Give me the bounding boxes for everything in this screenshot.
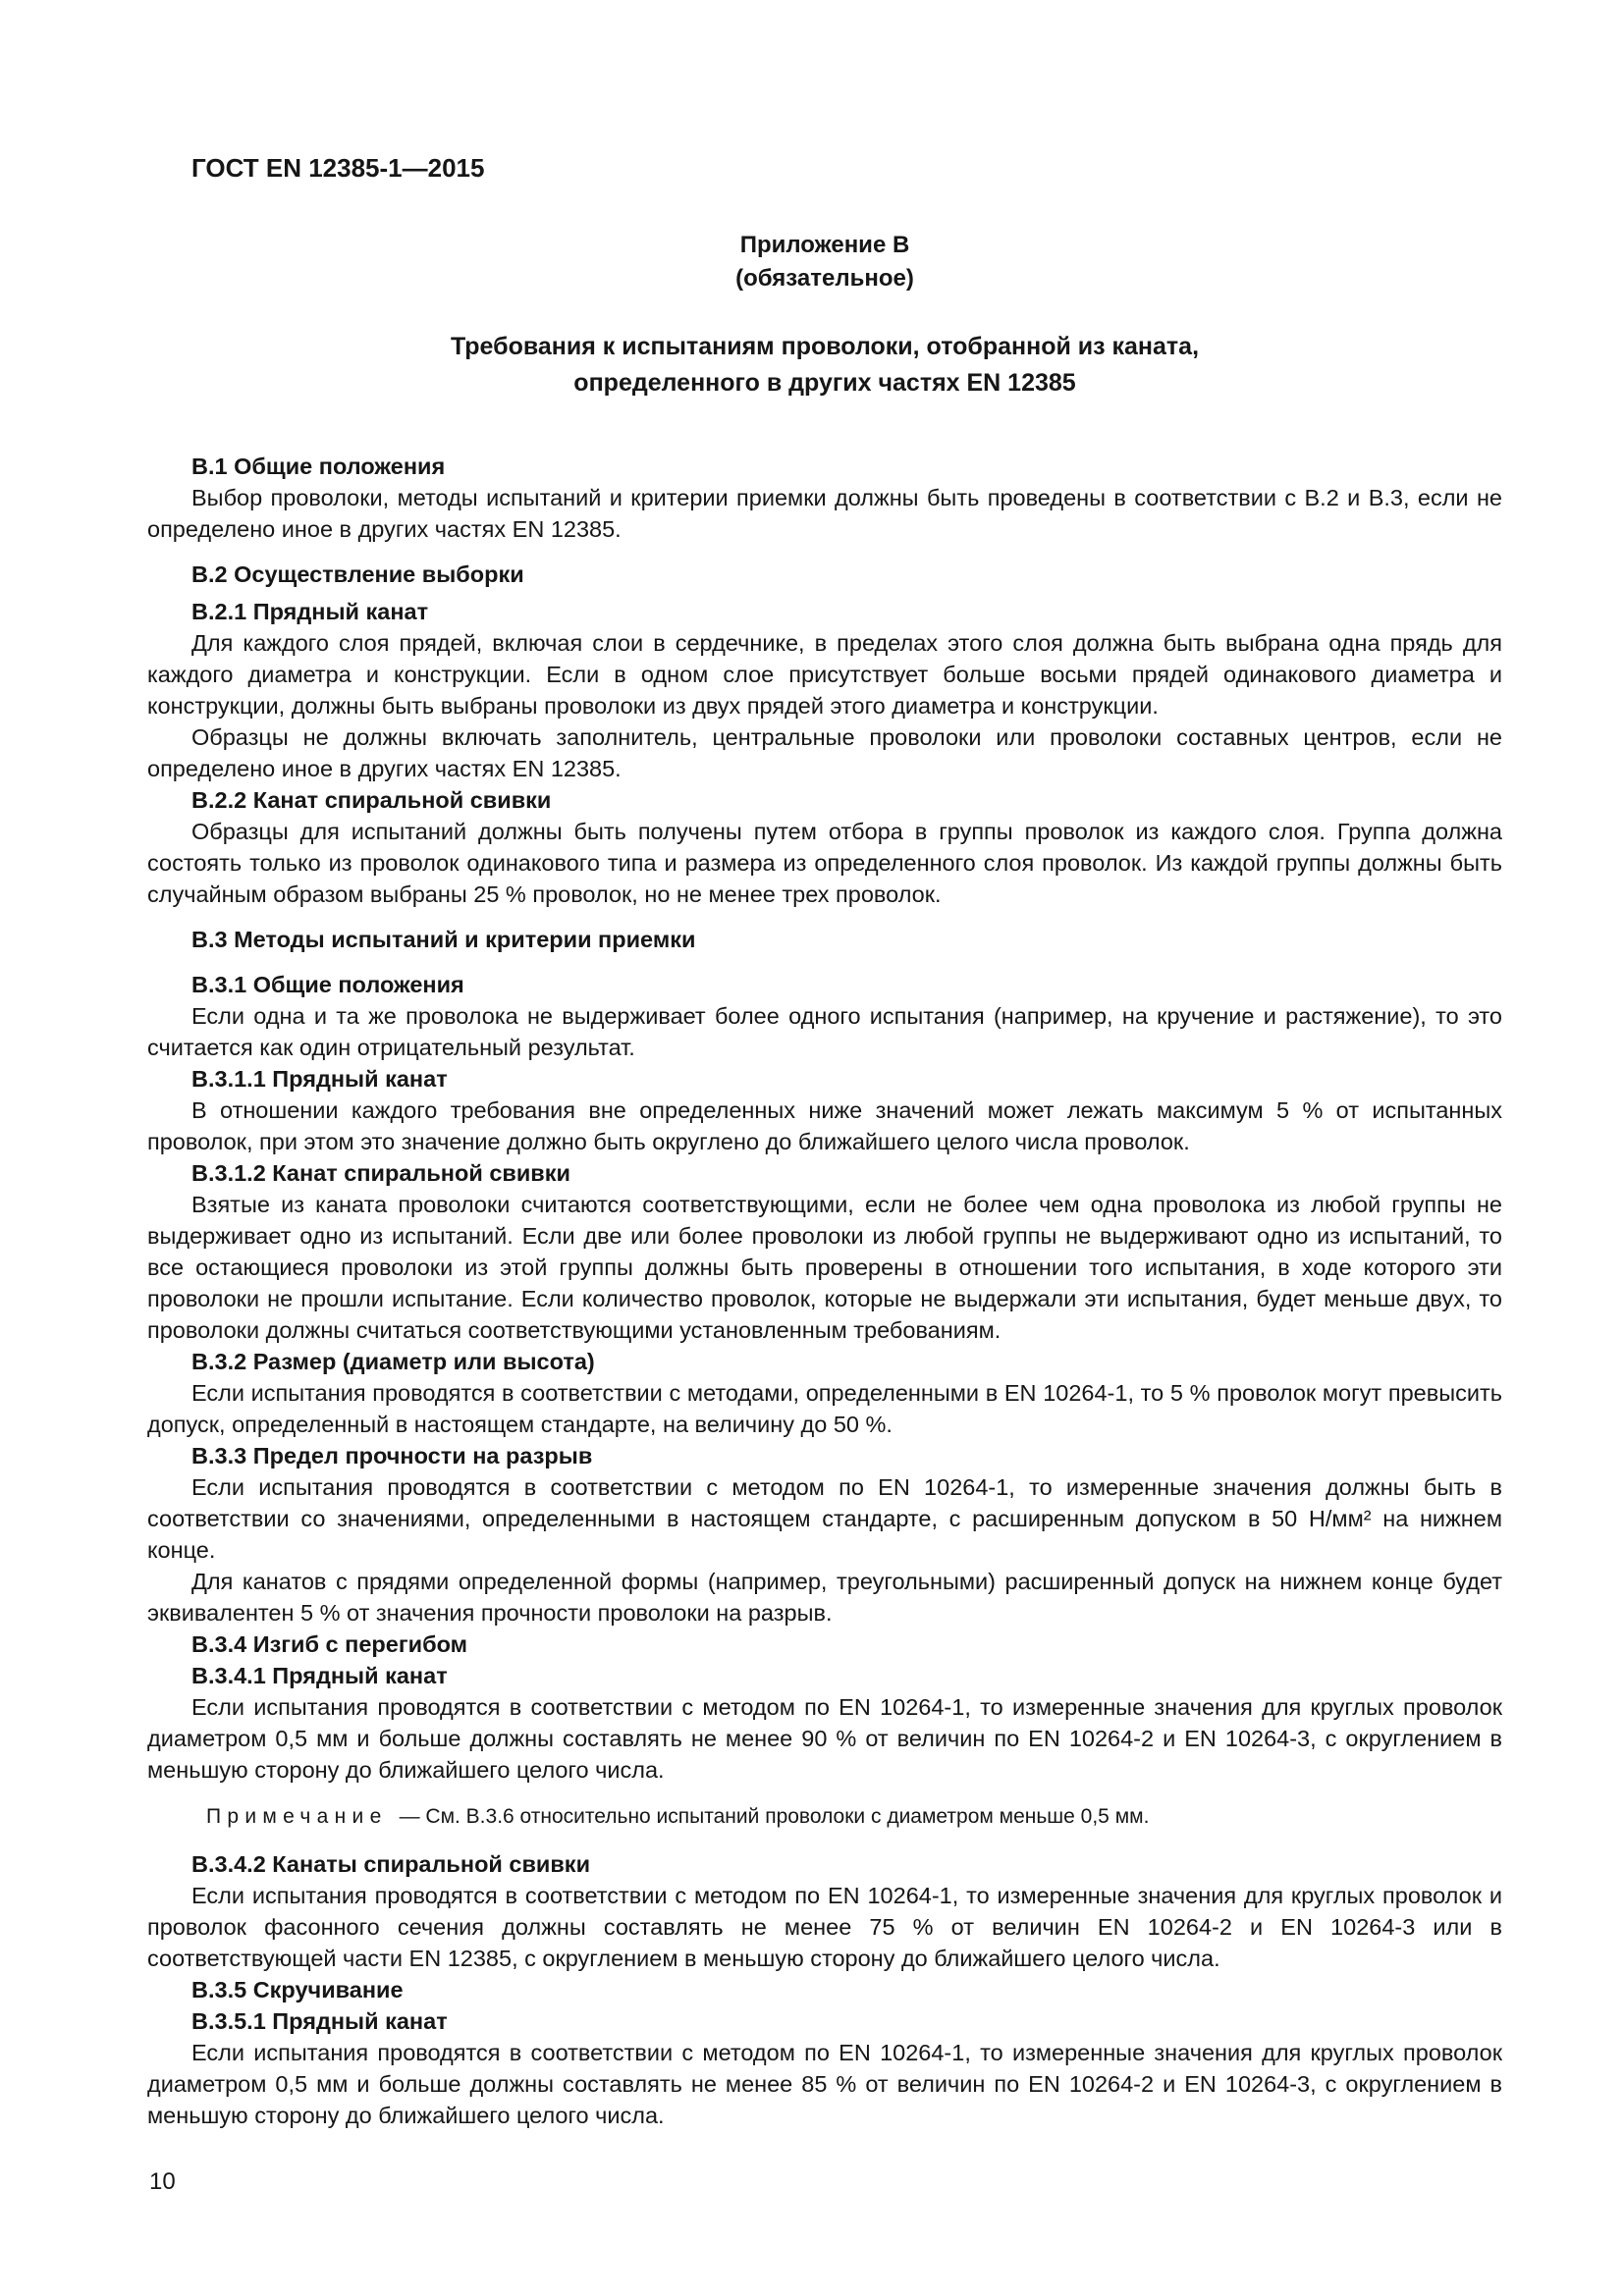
section-heading: В.2.2 Канат спиральной свивки bbox=[191, 787, 552, 813]
paragraph: Образцы не должны включать заполнитель, центральные проволоки или проволоки составных центров, если не определено иное в других частях EN 12385. bbox=[147, 724, 1502, 781]
paragraph: Если испытания проводятся в соответствии с методом по EN 10264-1, то измеренные значения для круглых проволок и проволок фасонного сечения должны составлять не менее 75 % от величин EN 10264-2 и EN 10264-3 или в соответствующей части EN 12385, с округлением в меньшую сторону до ближайшего целого числа. bbox=[147, 1883, 1502, 1971]
section-heading: В.3.5.1 Прядный канат bbox=[191, 2008, 448, 2034]
appendix-label: Приложение В bbox=[739, 232, 910, 258]
section-heading: В.2 Осуществление выборки bbox=[191, 561, 524, 587]
appendix-title bbox=[147, 329, 1502, 401]
page-number: 10 bbox=[149, 2168, 176, 2195]
section-heading: В.3.4 Изгиб с перегибом bbox=[191, 1631, 468, 1657]
section-heading: В.3.3 Предел прочности на разрыв bbox=[191, 1443, 593, 1468]
paragraph: Если одна и та же проволока не выдерживает более одного испытания (например, на кручение и растяжение), то это считается как один отрицательный результат. bbox=[147, 1003, 1502, 1060]
section-heading: В.3.5 Скручивание bbox=[191, 1977, 404, 2002]
section-heading: В.3.2 Размер (диаметр или высота) bbox=[191, 1349, 595, 1374]
paragraph: Для каждого слоя прядей, включая слои в сердечнике, в пределах этого слоя должна быть выбрана одна прядь для каждого диаметра и конструкции. Если в одном слое присутствует больше восьми прядей одинакового диаметра и конструкции, должны быть выбраны проволоки из двух прядей этого диаметра и конструкции. bbox=[147, 630, 1502, 719]
paragraph: Для канатов с прядями определенной формы (например, треугольными) расширенный допуск на нижнем конце будет эквивалентен 5 % от значения прочности проволоки на разрыв. bbox=[147, 1569, 1502, 1626]
section-heading: В.3.1 Общие положения bbox=[191, 972, 464, 997]
note-label: Примечание bbox=[206, 1805, 388, 1828]
section-heading: В.3.4.1 Прядный канат bbox=[191, 1663, 448, 1688]
section-heading: В.1 Общие положения bbox=[191, 454, 446, 479]
section-heading: В.3.4.2 Канаты спиральной свивки bbox=[191, 1851, 591, 1877]
paragraph: Взятые из каната проволоки считаются соответствующими, если не более чем одна проволока из любой группы не выдерживает одно из испытаний. Если две или более проволоки из любой группы не выдерживают одно из испытаний, то все остающиеся проволоки из этой группы должны быть проверены в отношении того испытания, в ходе которого эти проволоки не прошли испытание. Если количество проволок, которые не выдержали эти испытания, будет меньше двух, то проволоки должны считаться соответствующими установленным требованиям. bbox=[147, 1192, 1502, 1343]
note: Примечание — См. В.3.6 относительно испытаний проволоки с диаметром меньше 0,5 мм. bbox=[206, 1805, 1150, 1828]
standard-designation: ГОСТ EN 12385-1—2015 bbox=[191, 153, 485, 183]
content-area bbox=[147, 451, 1502, 2131]
section-heading: В.3 Методы испытаний и критерии приемки bbox=[191, 927, 696, 952]
paragraph: Образцы для испытаний должны быть получены путем отбора в группы проволок из каждого слоя. Группа должна состоять только из проволок одинакового типа и размера из определенного слоя проволок. Из каждой группы должны быть случайным образом выбраны 25 % проволок, но не менее трех проволок. bbox=[147, 819, 1502, 907]
paragraph: Выбор проволоки, методы испытаний и критерии приемки должны быть проведены в соответствии с В.2 и В.3, если не определено иное в других частях EN 12385. bbox=[147, 485, 1502, 542]
section-heading: В.2.1 Прядный канат bbox=[191, 599, 429, 624]
paragraph: Если испытания проводятся в соответствии с методами, определенными в EN 10264-1, то 5 % проволок могут превысить допуск, определенный в настоящем стандарте, на величину до 50 %. bbox=[147, 1380, 1502, 1437]
appendix-title-line1: Требования к испытаниям проволоки, отобранной из каната, bbox=[450, 333, 1200, 360]
paragraph: В отношении каждого требования вне определенных ниже значений может лежать максимум 5 % от испытанных проволок, при этом это значение должно быть округлено до ближайшего целого числа проволок. bbox=[147, 1097, 1502, 1154]
paragraph: Если испытания проводятся в соответствии с методом по EN 10264-1, то измеренные значения для круглых проволок диаметром 0,5 мм и больше должны составлять не менее 85 % от величин по EN 10264-2 и EN 10264-3, с округлением в меньшую сторону до ближайшего целого числа. bbox=[147, 2040, 1502, 2128]
section-heading: В.3.1.2 Канат спиральной свивки bbox=[191, 1160, 570, 1186]
paragraph: Если испытания проводятся в соответствии с методом по EN 10264-1, то измеренные значения для круглых проволок диаметром 0,5 мм и больше должны составлять не менее 90 % от величин по EN 10264-2 и EN 10264-3, с округлением в меньшую сторону до ближайшего целого числа. bbox=[147, 1694, 1502, 1783]
appendix-title-line2: определенного в других частях EN 12385 bbox=[573, 369, 1076, 397]
section-heading: В.3.1.1 Прядный канат bbox=[191, 1066, 448, 1092]
appendix-obligation-label: (обязательное) bbox=[735, 265, 914, 292]
paragraph: Если испытания проводятся в соответствии с методом по EN 10264-1, то измеренные значения должны быть в соответствии со значениями, определенными в настоящем стандарте, с расширенным допуском в 50 Н/мм² на нижнем конце. bbox=[147, 1474, 1502, 1563]
